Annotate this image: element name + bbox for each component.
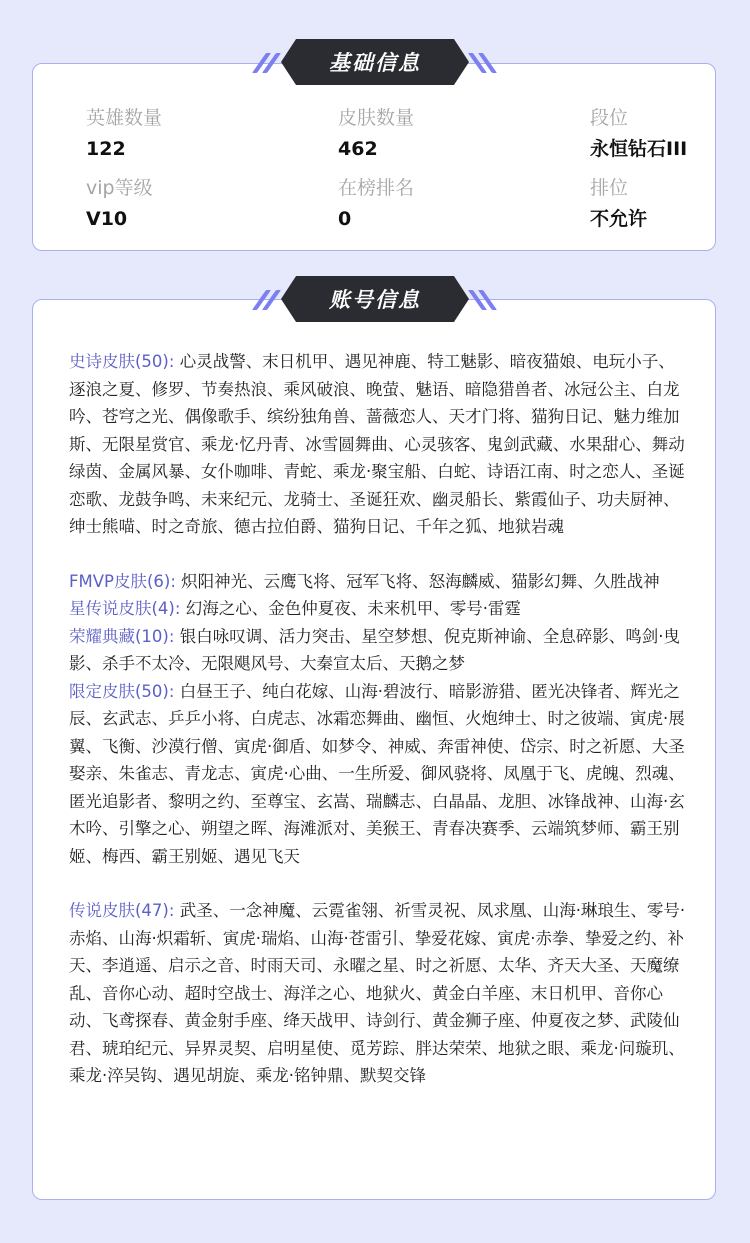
basic-info-banner — [281, 39, 469, 85]
hero-count-cell — [86, 106, 162, 161]
fmvp-skins-entry — [69, 568, 689, 596]
hero-count-label: 英雄数量 — [86, 107, 163, 129]
stripe-decoration — [467, 53, 493, 73]
account-info-title: 账号信息 — [329, 288, 421, 312]
skin-count-value: 462 — [338, 138, 378, 160]
limited-skins-list: 白昼王子、纯白花嫁、山海·碧波行、暗影游猎、匿光决锋者、辉光之辰、玄武志、乒乒小将、白虎志、冰霜恋舞曲、幽恒、火炮绅士、时之彼端、寅虎·展翼、飞衡、沙漠行僧、寅虎·御盾、如梦令、神威、奔雷神使、岱宗、时之祈愿、大圣娶亲、朱雀志、青龙志、寅虎·心曲、一生所爱、御风骁将、凤凰于飞、虎魄、烈魂、匿光追影者、黎明之约、至尊宝、玄嵩、瑞麟志、白晶晶、龙胆、冰锋战神、山海·玄木吟、引擎之心、朔望之晖、海滩派对、美猴王、青春决赛季、云端筑梦师、霸王别姬、梅西、霸王别姬、遇见飞天 — [69, 681, 685, 866]
ranked-value: 不允许 — [590, 208, 648, 230]
epic-skins-entry — [69, 348, 689, 541]
account-info-banner — [281, 276, 469, 322]
vip-level-label: vip等级 — [86, 177, 153, 199]
fmvp-skins-title: FMVP皮肤(6): — [69, 571, 176, 591]
ranked-cell — [590, 176, 647, 231]
ranked-label: 排位 — [590, 177, 629, 199]
vip-level-cell — [86, 176, 153, 231]
glory-collection-title: 荣耀典藏(10): — [69, 626, 175, 646]
fmvp-skins-list: 炽阳神光、云鹰飞将、冠军飞将、怒海麟威、猫影幻舞、久胜战神 — [181, 571, 660, 591]
glory-collection-entry — [69, 623, 689, 678]
limited-skins-title: 限定皮肤(50): — [69, 681, 175, 701]
legend-skins-list: 武圣、一念神魔、云霓雀翎、祈雪灵祝、凤求凰、山海·琳琅生、零号·赤焰、山海·炽霜斩、寅虎·瑞焰、山海·苍雷引、挚爱花嫁、寅虎·赤拳、挚爱之约、补天、李逍遥、启示之音、时雨天司、永曜之星、时之祈愿、太华、齐天大圣、天魔缭乱、音你心动、超时空战士、海洋之心、地狱火、黄金白羊座、末日机甲、音你心动、飞鸢探春、黄金射手座、绛天战甲、诗剑行、黄金狮子座、仲夏夜之梦、武陵仙君、琥珀纪元、异界灵契、启明星使、觅芳踪、胖达荣荣、地狱之眼、乘龙·问璇玑、乘龙·淬吴钩、遇见胡旋、乘龙·铭钟鼎、默契交锋 — [69, 901, 686, 1085]
star-legend-skins-list: 幻海之心、金色仲夏夜、未来机甲、零号·雷霆 — [185, 599, 521, 618]
vip-level-value: V10 — [86, 208, 128, 230]
glory-collection-list: 银白咏叹调、活力突击、星空梦想、倪克斯神谕、全息碎影、鸣剑·曳影、杀手不太冷、无限飓风号、大秦宣太后、天鹅之梦 — [69, 626, 680, 673]
star-legend-skins-title: 星传说皮肤(4): — [69, 599, 181, 618]
stripe-decoration — [257, 290, 283, 310]
basic-info-card — [32, 63, 716, 251]
skin-category-list — [69, 348, 689, 1090]
rank-tier-cell — [590, 106, 687, 161]
legend-skins-entry — [69, 897, 689, 1090]
leaderboard-rank-label: 在榜排名 — [338, 177, 415, 199]
leaderboard-rank-value: 0 — [338, 208, 352, 230]
leaderboard-rank-cell — [338, 176, 414, 231]
limited-skins-entry — [69, 678, 689, 871]
hero-count-value: 122 — [86, 138, 126, 160]
basic-info-title: 基础信息 — [329, 51, 421, 75]
legend-skins-title: 传说皮肤(47): — [69, 901, 175, 920]
rank-tier-label: 段位 — [590, 107, 629, 129]
epic-skins-title: 史诗皮肤(50): — [69, 352, 175, 371]
rank-tier-value: 永恒钻石III — [590, 138, 688, 160]
account-info-card — [32, 299, 716, 1200]
stripe-decoration — [467, 290, 493, 310]
epic-skins-list: 心灵战警、末日机甲、遇见神鹿、特工魅影、暗夜猫娘、电玩小子、逐浪之夏、修罗、节奏热浪、乘风破浪、晚萤、魅语、暗隐猎兽者、冰冠公主、白龙吟、苍穹之光、偶像歌手、缤纷独角兽、蔷薇恋人、天才门将、猫狗日记、魅力维加斯、无限星赏官、乘龙·忆丹青、冰雪圆舞曲、心灵骇客、鬼剑武藏、水果甜心、舞动绿茵、金属风暴、女仆咖啡、青蛇、乘龙·聚宝船、白蛇、诗语江南、时之恋人、圣诞恋歌、龙鼓争鸣、未来纪元、龙骑士、圣诞狂欢、幽灵船长、紫霞仙子、功夫厨神、绅士熊喵、时之奇旅、德古拉伯爵、猫狗日记、千年之狐、地狱岩魂 — [69, 352, 685, 536]
stripe-decoration — [257, 53, 283, 73]
star-legend-skins-entry — [69, 595, 689, 623]
skin-count-cell — [338, 106, 414, 161]
skin-count-label: 皮肤数量 — [338, 107, 415, 129]
